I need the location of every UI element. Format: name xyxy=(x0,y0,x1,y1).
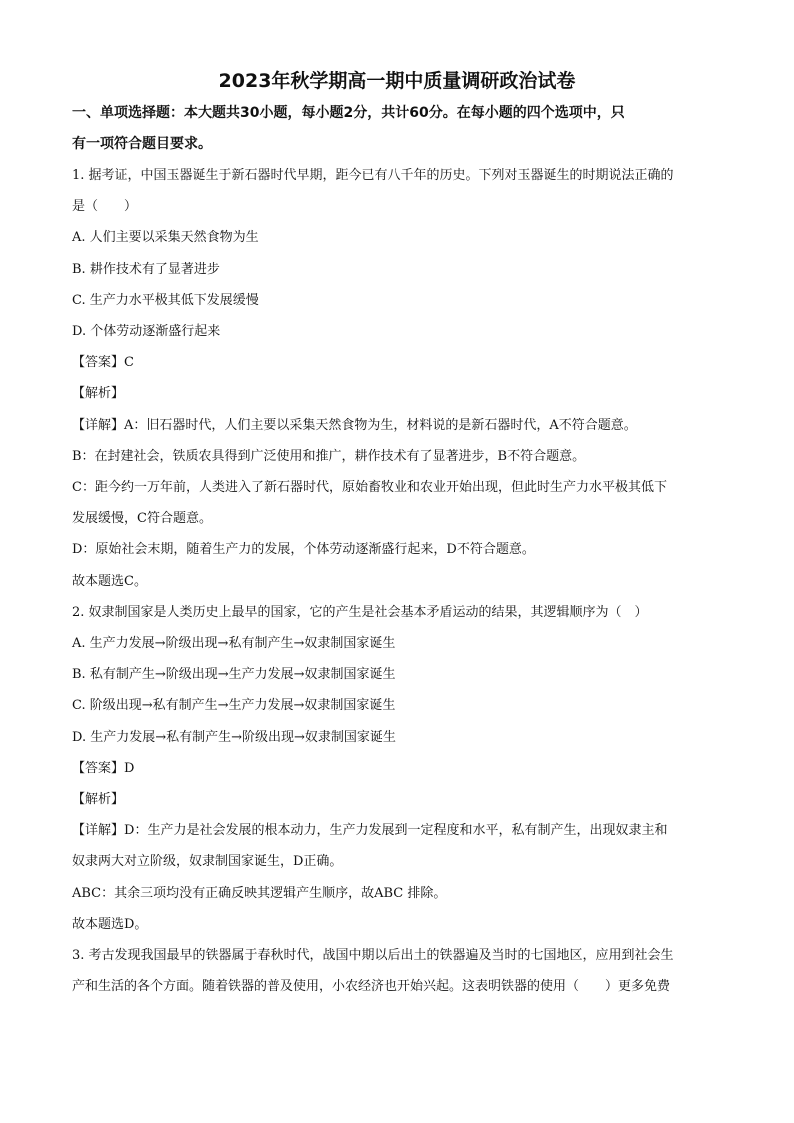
q2-option-d: D. 生产力发展→私有制产生→阶级出现→奴隶制国家诞生 xyxy=(72,729,396,745)
document-page xyxy=(72,66,722,1002)
q1-detail-text-1: A：旧石器时代，人们主要以采集天然食物为生，材料说的是新石器时代，A不符合题意。 xyxy=(124,417,637,433)
q2-answer-label: 【答案】 xyxy=(72,760,125,776)
section-heading-line-1: 一、单项选择题：本大题共30小题，每小题2分，共计60分。在每小题的四个选项中，只 xyxy=(72,105,625,121)
q1-answer xyxy=(72,347,722,378)
q2-answer-value: D xyxy=(124,760,135,776)
question-1 xyxy=(72,160,722,597)
q2-detail-line-2: 奴隶两大对立阶级，奴隶制国家诞生，D正确。 xyxy=(72,854,343,870)
q2-detail-label: 【详解】 xyxy=(72,823,125,839)
q1-stem-line-2: 是（ ） xyxy=(72,199,138,215)
q1-analysis xyxy=(72,378,722,409)
question-2 xyxy=(72,597,722,940)
q2-detail-line-3: ABC：其余三项均没有正确反映其逻辑产生顺序，故ABC 排除。 xyxy=(72,885,447,901)
q2-conclusion: 故本题选D。 xyxy=(72,916,148,932)
q2-stem-line-1: 2. 奴隶制国家是人类历史上最早的国家，它的产生是社会基本矛盾运动的结果，其逻辑顺序为（ ） xyxy=(72,604,648,620)
q2-option-c: C. 阶级出现→私有制产生→生产力发展→奴隶制国家诞生 xyxy=(72,698,396,714)
q3-stem-line-2: 产和生活的各个方面。随着铁器的普及使用，小农经济也开始兴起。这表明铁器的使用（ ）更多免费 xyxy=(72,979,671,995)
q1-conclusion: 故本题选C。 xyxy=(72,573,147,589)
q1-detail-line-3: C：距今约一万年前，人类进入了新石器时代，原始畜牧业和农业开始出现，但此时生产力水平极其低下 xyxy=(72,480,667,496)
q2-analysis xyxy=(72,784,722,815)
q1-detail-line-2: B：在封建社会，铁质农具得到广泛使用和推广，耕作技术有了显著进步，B不符合题意。 xyxy=(72,448,586,464)
question-3 xyxy=(72,940,722,1002)
q1-option-a: A. 人们主要以采集天然食物为生 xyxy=(72,230,259,246)
q1-detail-line-4: 发展缓慢，C符合题意。 xyxy=(72,511,212,527)
q2-answer xyxy=(72,753,722,784)
q2-detail-text-1: D：生产力是社会发展的根本动力，生产力发展到一定程度和水平，私有制产生，出现奴隶主和 xyxy=(124,823,668,839)
page-title: 2023年秋学期高一期中质量调研政治试卷 xyxy=(218,70,576,92)
q1-answer-label: 【答案】 xyxy=(72,355,125,371)
q1-detail-label: 【详解】 xyxy=(72,417,125,433)
section-heading-line-2: 有一项符合题目要求。 xyxy=(72,136,212,152)
q1-option-c: C. 生产力水平极其低下发展缓慢 xyxy=(72,292,259,308)
q1-option-d: D. 个体劳动逐渐盛行起来 xyxy=(72,324,221,340)
q1-stem-line-1: 1. 据考证，中国玉器诞生于新石器时代早期，距今已有八千年的历史。下列对玉器诞生的时期说法正确的 xyxy=(72,168,674,183)
q1-answer-value: C xyxy=(124,355,134,371)
q1-analysis-label: 【解析】 xyxy=(72,386,125,402)
q3-stem-line-1: 3. 考古发现我国最早的铁器属于春秋时代，战国中期以后出土的铁器遍及当时的七国地区，应用到社会生 xyxy=(72,948,674,964)
q1-option-b: B. 耕作技术有了显著进步 xyxy=(72,261,220,277)
q2-option-b: B. 私有制产生→阶级出现→生产力发展→奴隶制国家诞生 xyxy=(72,667,396,683)
q1-detail-line-5: D：原始社会末期，随着生产力的发展，个体劳动逐渐盛行起来，D不符合题意。 xyxy=(72,542,535,558)
q2-option-a: A. 生产力发展→阶级出现→私有制产生→奴隶制国家诞生 xyxy=(72,636,396,652)
q2-detail-line-1 xyxy=(72,815,722,846)
q2-analysis-label: 【解析】 xyxy=(72,792,125,808)
q1-detail-line-1 xyxy=(72,410,722,441)
